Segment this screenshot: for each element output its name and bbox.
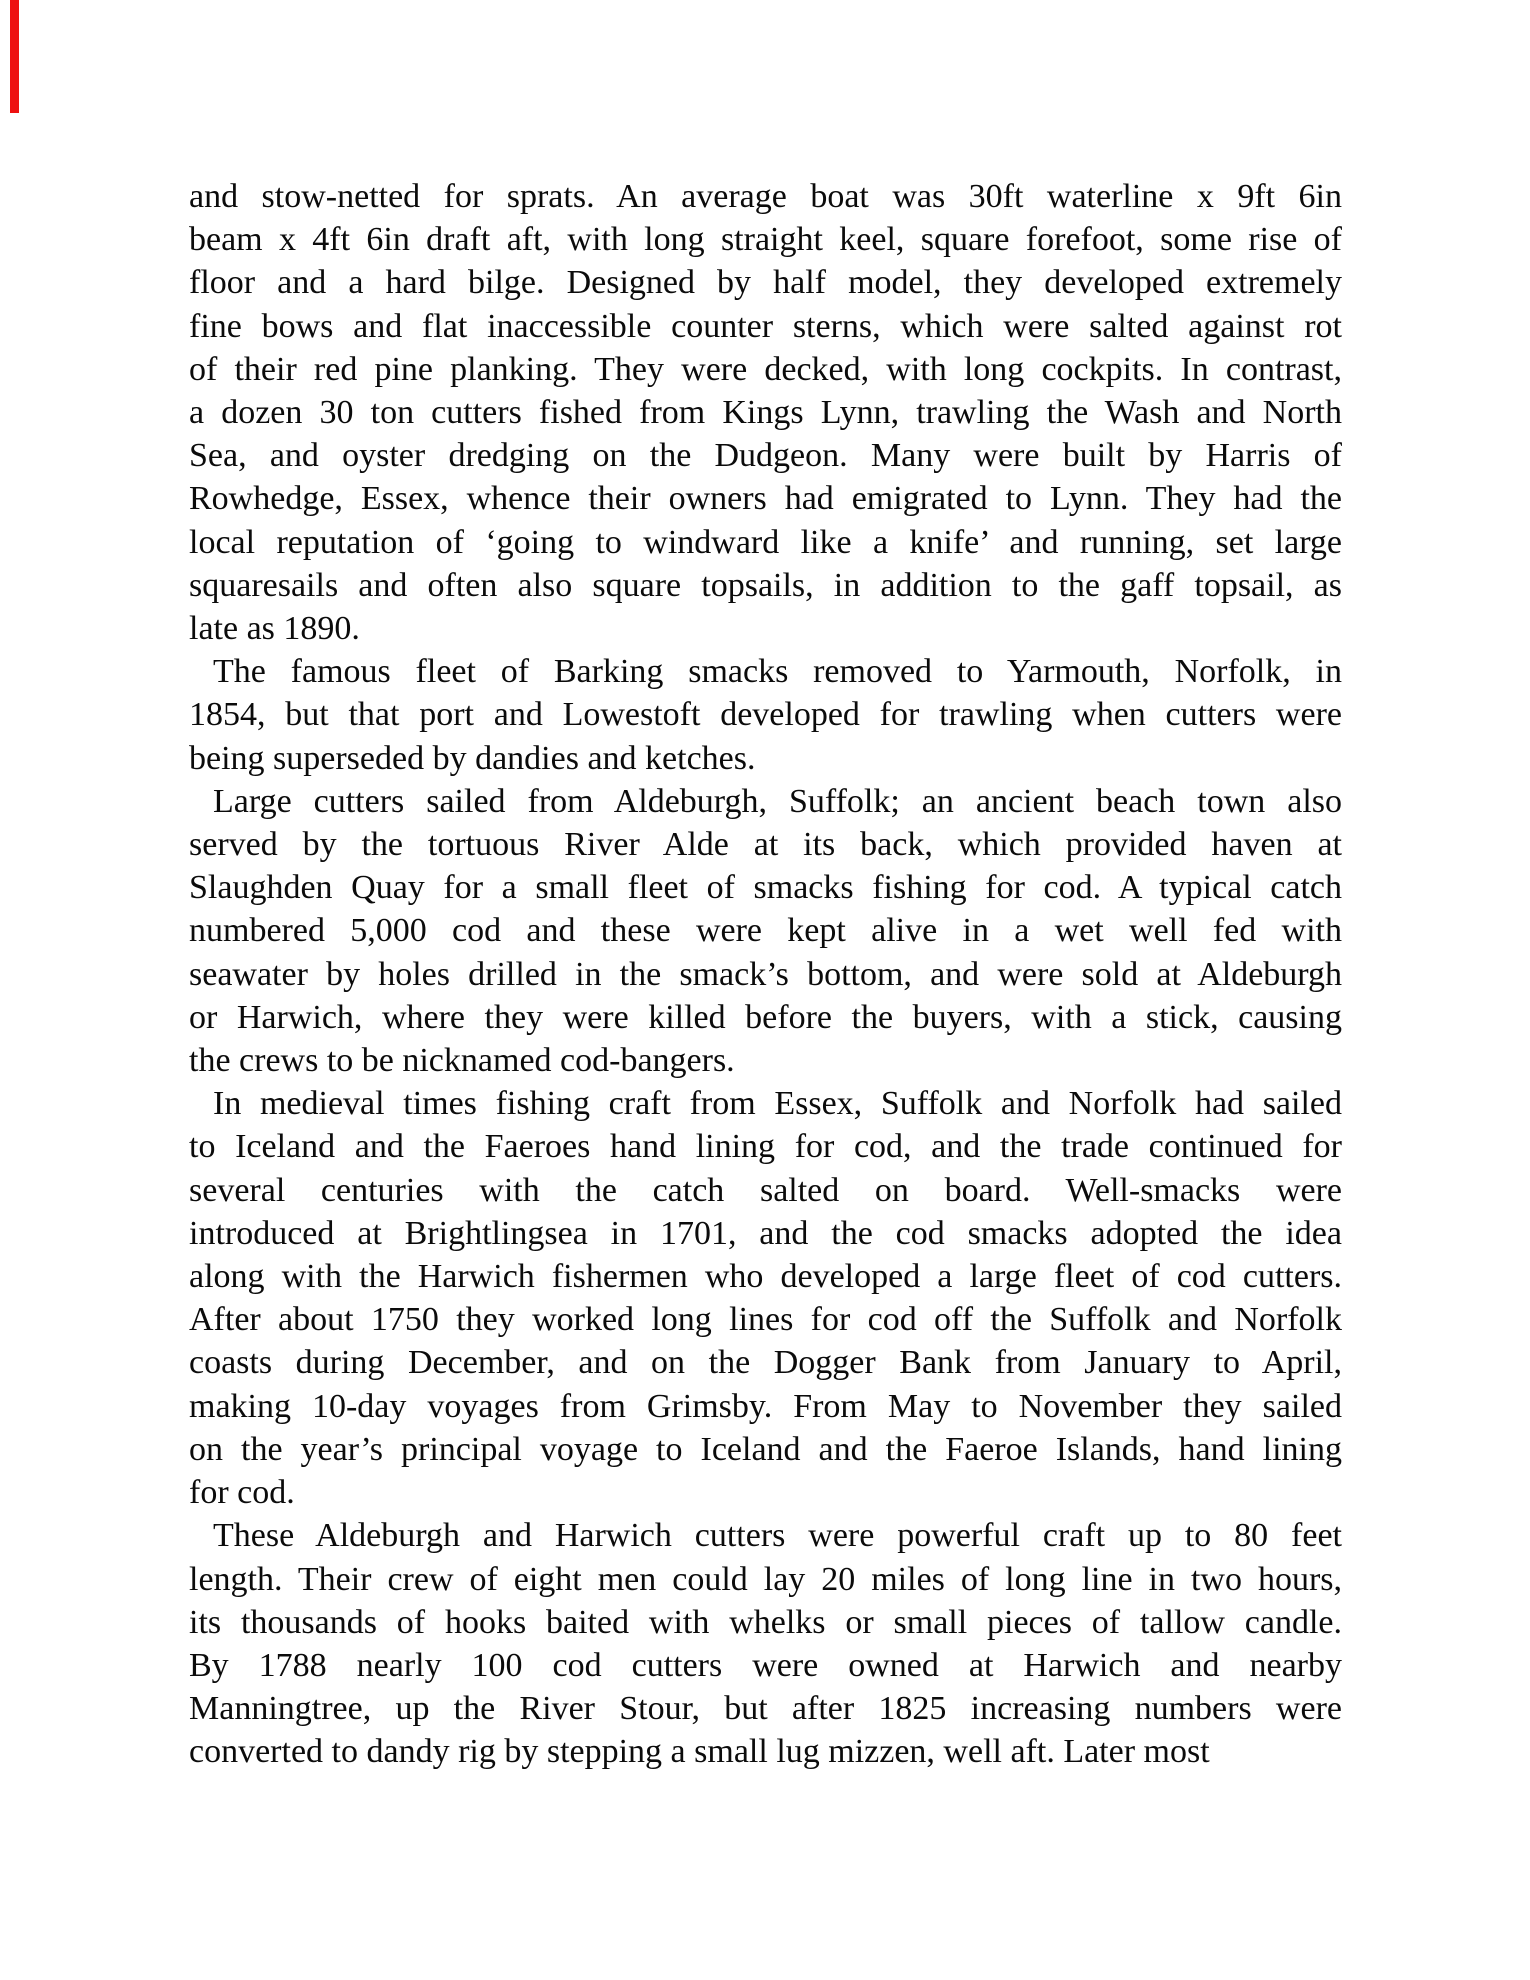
text-line: of their red pine planking. They were decked, with long cockpits. In contrast, — [189, 350, 1342, 388]
text-line: floor and a hard bilge. Designed by half model, they developed extremely — [189, 264, 1342, 302]
text-line: served by the tortuous River Alde at its back, which provided haven at — [189, 826, 1342, 864]
text-line: to Iceland and the Faeroes hand lining for cod, and the trade continued for — [189, 1128, 1342, 1166]
text-line: beam x 4ft 6in draft aft, with long straight keel, square forefoot, some rise of — [189, 221, 1342, 259]
text-line: and stow-netted for sprats. An average boat was 30ft waterline x 9ft 6in — [189, 178, 1342, 215]
text-line: Manningtree, up the River Stour, but after 1825 increasing numbers were — [189, 1690, 1342, 1728]
text-line: 1854, but that port and Lowestoft developed for trawling when cutters were — [189, 696, 1342, 734]
page-text — [189, 175, 1342, 1774]
text-line: fine bows and flat inaccessible counter sterns, which were salted against rot — [189, 307, 1342, 345]
text-line: late as 1890. — [189, 610, 360, 648]
text-line: being superseded by dandies and ketches. — [189, 739, 756, 777]
text-line: the crews to be nicknamed cod-bangers. — [189, 1042, 735, 1080]
text-line: Sea, and oyster dredging on the Dudgeon. Many were built by Harris of — [189, 437, 1342, 475]
text-line: Large cutters sailed from Aldeburgh, Suffolk; an ancient beach town also — [213, 782, 1342, 820]
text-line: The famous fleet of Barking smacks removed to Yarmouth, Norfolk, in — [213, 653, 1342, 691]
red-edge-marker — [10, 0, 19, 113]
text-line: several centuries with the catch salted on board. Well-smacks were — [189, 1171, 1342, 1209]
text-line: coasts during December, and on the Dogger Bank from January to April, — [189, 1344, 1342, 1382]
text-line: making 10-day voyages from Grimsby. From May to November they sailed — [189, 1387, 1342, 1425]
text-line: its thousands of hooks baited with whelks or small pieces of tallow candle. — [189, 1603, 1342, 1641]
text-line: After about 1750 they worked long lines for cod off the Suffolk and Norfolk — [189, 1301, 1342, 1339]
text-line: Slaughden Quay for a small fleet of smacks fishing for cod. A typical catch — [189, 869, 1342, 907]
text-line: introduced at Brightlingsea in 1701, and the cod smacks adopted the idea — [189, 1214, 1342, 1252]
text-line: These Aldeburgh and Harwich cutters were powerful craft up to 80 feet — [213, 1517, 1342, 1555]
text-line: a dozen 30 ton cutters fished from Kings Lynn, trawling the Wash and North — [189, 394, 1342, 432]
text-line: local reputation of ‘going to windward like a knife’ and running, set large — [189, 523, 1342, 561]
text-line: along with the Harwich fishermen who developed a large fleet of cod cutters. — [189, 1258, 1342, 1296]
text-line: In medieval times fishing craft from Essex, Suffolk and Norfolk had sailed — [213, 1085, 1342, 1123]
text-line: on the year’s principal voyage to Iceland and the Faeroe Islands, hand lining — [189, 1430, 1342, 1468]
text-line: length. Their crew of eight men could lay 20 miles of long line in two hours, — [189, 1560, 1342, 1598]
text-line: squaresails and often also square topsails, in addition to the gaff topsail, as — [189, 566, 1342, 604]
text-line: converted to dandy rig by stepping a small lug mizzen, well aft. Later most — [189, 1733, 1210, 1771]
text-line: for cod. — [189, 1474, 295, 1512]
text-line: seawater by holes drilled in the smack’s bottom, and were sold at Aldeburgh — [189, 955, 1342, 993]
text-line: Rowhedge, Essex, whence their owners had emigrated to Lynn. They had the — [189, 480, 1342, 518]
text-line: or Harwich, where they were killed before the buyers, with a stick, causing — [189, 998, 1342, 1036]
text-line: numbered 5,000 cod and these were kept alive in a wet well fed with — [189, 912, 1342, 950]
text-line: By 1788 nearly 100 cod cutters were owned at Harwich and nearby — [189, 1646, 1342, 1684]
